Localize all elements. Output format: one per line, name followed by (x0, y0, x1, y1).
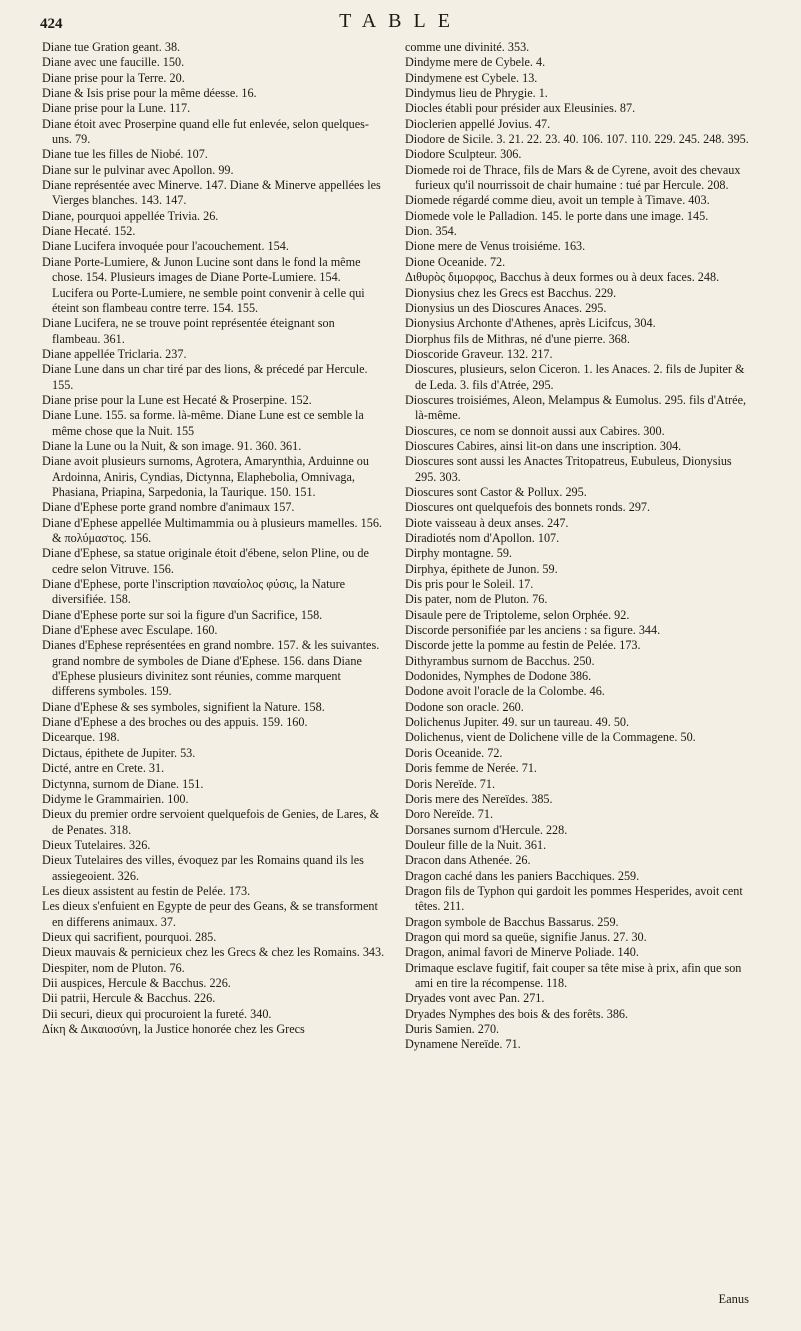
index-entry: Dis pris pour le Soleil. 17. (405, 577, 534, 592)
index-entry: Doris Nereïde. 71. (405, 776, 496, 791)
index-entry: Dragon qui mord sa queüe, signifie Janus. 27. 30. (405, 929, 647, 944)
index-entry: Dryades vont avec Pan. 271. (405, 991, 545, 1006)
index-entry: Dioscures, ce nom se donnoit aussi aux Cabires. 300. (405, 423, 665, 438)
index-entry: Dionysius chez les Grecs est Bacchus. 229. (405, 285, 617, 300)
index-entry: Diomede vole le Palladion. 145. le porte dans une image. 145. (405, 208, 709, 223)
index-entry: comme une divinité. 353. (405, 40, 530, 54)
index-entry: Dicté, antre en Crete. 31. (42, 761, 165, 776)
index-entry: Diespiter, nom de Pluton. 76. (42, 960, 185, 975)
index-entry: Diorphus fils de Mithras, né d'une pierre. 368. (405, 331, 630, 346)
index-entry: Diane appellée Triclaria. 237. (42, 346, 187, 361)
index-entry: Dion. 354. (405, 224, 457, 239)
index-entry: Diane sur le pulvinar avec Apollon. 99. (42, 162, 234, 177)
index-entry: Dione Oceanide. 72. (405, 254, 506, 269)
index-entry: Dioscures sont aussi les Anactes Tritopatreus, Eubuleus, Dionysius 295. 303. (405, 454, 732, 484)
index-entry: Dii auspices, Hercule & Bacchus. 226. (42, 975, 231, 990)
index-entry: Discorde jette la pomme au festin de Pelée. 173. (405, 638, 641, 653)
index-entry: Dione mere de Venus troisiéme. 163. (405, 239, 586, 254)
index-entry: Dioscures sont Castor & Pollux. 295. (405, 484, 587, 499)
index-entry: Dieux du premier ordre servoient quelquefois de Genies, de Lares, & de Penates. 318. (42, 807, 380, 837)
index-entry: Dionysius un des Dioscures Anaces. 295. (405, 300, 607, 315)
index-entry: Dioscures ont quelquefois des bonnets ronds. 297. (405, 500, 651, 515)
index-entry: Diane étoit avec Proserpine quand elle fut enlevée, selon quelques-uns. 79. (42, 116, 369, 147)
index-entry: Didyme le Grammairien. 100. (42, 791, 189, 806)
index-entry: Doris femme de Nerée. 71. (405, 761, 537, 776)
index-entry: Dodone avoit l'oracle de la Colombe. 46. (405, 684, 605, 699)
index-entry: Dolichenus, vient de Dolichene ville de la Commagene. 50. (405, 730, 696, 745)
index-entry: Dicearque. 198. (42, 730, 120, 745)
index-entry: Dioscures Cabires, ainsi lit-on dans une inscription. 304. (405, 438, 682, 453)
index-entry: Drimaque esclave fugitif, fait couper sa tête mise à prix, afin que son ami en tire la récompense. 118. (405, 960, 742, 990)
index-entry: Dolichenus Jupiter. 49. sur un taureau. 49. 50. (405, 715, 630, 730)
index-entry: Diane prise pour la Lune est Hecaté & Proserpine. 152. (42, 392, 312, 407)
index-entry: Dictynna, surnom de Diane. 151. (42, 776, 204, 791)
index-entry: Diane Hecaté. 152. (42, 224, 136, 239)
index-entry: Dragon caché dans les paniers Bacchiques. 259. (405, 868, 640, 883)
index-entry: Doris mere des Nereïdes. 385. (405, 791, 553, 806)
index-entry: Dii patrii, Hercule & Bacchus. 226. (42, 991, 216, 1006)
index-entry: Diane d'Ephese appellée Multimammia ou à plusieurs mamelles. 156. & πολύμαστος. 156. (42, 515, 382, 545)
index-entry: Diomede roi de Thrace, fils de Mars & de Cyrene, avoit des chevaux furieux qu'il nourrissoit de chair humaine : tué par Hercule. 208. (405, 162, 741, 193)
index-entry: Duris Samien. 270. (405, 1022, 500, 1036)
index-entry: Dragon, animal favori de Minerve Poliade. 140. (405, 945, 639, 960)
index-entry: Diane Lune dans un char tiré par des lions, & précedé par Hercule. 155. (42, 362, 368, 392)
index-entry: Dionysius Archonte d'Athenes, après Licifcus, 304. (405, 316, 656, 331)
index-entry: Diane avoit plusieurs surnoms, Agrotera, Amarynthia, Arduinne ou Ardoinna, Aniris, Cyndias, Dictynna, Elaphebolia, Omnivaga, Phasiana, Priapina, Sarpedonia, la Taurique. 150. 151. (42, 454, 369, 499)
index-entry: Dynamene Nereïde. 71. (405, 1037, 521, 1052)
index-entry: Les dieux s'enfuient en Egypte de peur des Geans, & se transforment en differens animaux. 37. (42, 899, 378, 929)
index-entry: Dieux Tutelaires. 326. (42, 837, 151, 852)
index-entry: Dioclerien appellé Jovius. 47. (405, 116, 551, 131)
index-entry: Diane, pourquoi appellée Trivia. 26. (42, 208, 219, 223)
index-entry: Dodonides, Nymphes de Dodone 386. (405, 669, 592, 684)
index-entry: Les dieux assistent au festin de Pelée. 173. (42, 883, 251, 898)
index-entry: Διθυρὸς διμορφος, Bacchus à deux formes ou à deux faces. 248. (405, 270, 720, 285)
index-entry: Diane d'Ephese, sa statue originale étoit d'ébene, selon Pline, ou de cedre selon Vitruve. 156. (42, 546, 369, 576)
index-entry: Diane tue les filles de Niobé. 107. (42, 147, 208, 162)
index-entry: Dii securi, dieux qui procuroient la fureté. 340. (42, 1006, 272, 1021)
index-entry: Diodore Sculpteur. 306. (405, 147, 522, 162)
index-entry: Diane & Isis prise pour la même déesse. 16. (42, 86, 257, 101)
index-entry: Diane prise pour la Terre. 20. (42, 70, 185, 85)
index-entry: Discorde personifiée par les anciens : sa figure. 344. (405, 623, 661, 638)
index-entry: Dirphya, épithete de Junon. 59. (405, 561, 558, 576)
index-entry: Diote vaisseau à deux anses. 247. (405, 515, 569, 530)
index-entry: Diane d'Ephese avec Esculape. 160. (42, 623, 218, 638)
running-head: TABLE (339, 10, 462, 32)
index-entry: Dorsanes surnom d'Hercule. 228. (405, 822, 568, 837)
index-entry: Δίκη & Δικαιοσύνη, la Justice honorée chez les Grecs (42, 1022, 305, 1036)
index-entry: Dieux qui sacrifient, pourquoi. 285. (42, 929, 217, 944)
index-entry: Diane tue Gration geant. 38. (42, 40, 181, 54)
index-entry: Diane d'Ephese porte sur soi la figure d'un Sacrifice, 158. (42, 607, 323, 622)
index-entry: Diane d'Ephese porte grand nombre d'animaux 157. (42, 500, 295, 515)
index-entry: Dindymus lieu de Phrygie. 1. (405, 86, 548, 101)
index-entry: Dragon fils de Typhon qui gardoit les pommes Hesperides, avoit cent têtes. 211. (405, 883, 743, 914)
index-entry: Dirphy montagne. 59. (405, 546, 512, 561)
index-entry: Diane d'Ephese & ses symboles, signifient la Nature. 158. (42, 699, 325, 714)
index-entry: Dodone son oracle. 260. (405, 699, 524, 714)
index-entry: Dioscures, plusieurs, selon Ciceron. 1. les Anaces. 2. fils de Jupiter & de Leda. 3. fils d'Atrée, 295. (405, 362, 745, 392)
index-entry: Diradiotés nom d'Apollon. 107. (405, 531, 560, 545)
index-entry: Dindymene est Cybele. 13. (405, 70, 538, 85)
index-entry: Dieux mauvais & pernicieux chez les Grecs & chez les Romains. 343. (42, 945, 385, 960)
index-entry: Diane la Lune ou la Nuit, & son image. 91. 360. 361. (42, 438, 302, 453)
index-entry: Diane représentée avec Minerve. 147. Diane & Minerve appellées les Vierges blanches. 143. 147. (42, 178, 381, 208)
index-entry: Dianes d'Ephese représentées en grand nombre. 157. & les suivantes. grand nombre de symboles de Diane d'Ephese. 156. dans Diane d'Ephese plusieurs divinitez sont réunies, comme marquent differens symboles. 159. (42, 638, 380, 699)
page-number: 424 (40, 16, 63, 32)
index-entry: Dryades Nymphes des bois & des forêts. 386. (405, 1006, 629, 1021)
index-entry: Diomede régardé comme dieu, avoit un temple à Timave. 403. (405, 193, 710, 208)
index-entry: Dictaus, épithete de Jupiter. 53. (42, 745, 196, 760)
index-entry: Diane Lucifera invoquée pour l'acouchement. 154. (42, 239, 289, 254)
index-entry: Disaule pere de Triptoleme, selon Orphée. 92. (405, 607, 630, 622)
index-entry: Douleur fille de la Nuit. 361. (405, 837, 547, 852)
index-entry: Dis pater, nom de Pluton. 76. (405, 592, 548, 607)
index-entry: Doro Nereïde. 71. (405, 807, 493, 822)
index-entry: Diane d'Ephese, porte l'inscription παναίολος φύσις, la Nature diversifiée. 158. (42, 577, 346, 607)
index-entry: Dragon symbole de Bacchus Bassarus. 259. (405, 914, 619, 929)
index-column-left (42, 40, 385, 1037)
catchword: Eanus (718, 1292, 749, 1306)
index-entry: Dindyme mere de Cybele. 4. (405, 55, 546, 70)
index-entry: Diane d'Ephese a des broches ou des appuis. 159. 160. (42, 715, 308, 730)
index-entry: Doris Oceanide. 72. (405, 745, 503, 760)
index-entry: Dracon dans Athenée. 26. (405, 853, 531, 868)
index-entry: Diane Lune. 155. sa forme. là-même. Diane Lune est ce semble la même chose que la Nuit. 155 (42, 408, 364, 438)
index-entry: Diane Porte-Lumiere, & Junon Lucine sont dans le fond la même chose. 154. Plusieurs images de Diane Porte-Lumiere. 154. Lucifera ou Porte-Lumiere, ne semble point convenir à celle qui éteint son flambeau contre terre. 154. 155. (42, 254, 365, 315)
index-entry: Diocles établi pour présider aux Eleusinies. 87. (405, 101, 636, 116)
index-entry: Dioscures troisiémes, Aleon, Melampus & Eumolus. 295. fils d'Atrée, là-même. (405, 392, 747, 423)
index-entry: Dioscoride Graveur. 132. 217. (405, 346, 553, 361)
index-entry: Diane prise pour la Lune. 117. (42, 101, 191, 116)
index-column-right (405, 40, 750, 1053)
index-entry: Dieux Tutelaires des villes, évoquez par les Romains quand ils les assiegeoient. 326. (42, 853, 364, 883)
index-entry: Diane Lucifera, ne se trouve point représentée éteignant son flambeau. 361. (42, 316, 335, 346)
index-entry: Diodore de Sicile. 3. 21. 22. 23. 40. 106. 107. 110. 229. 245. 248. 395. (405, 132, 749, 147)
index-entry: Dithyrambus surnom de Bacchus. 250. (405, 653, 595, 668)
index-entry: Diane avec une faucille. 150. (42, 55, 185, 70)
